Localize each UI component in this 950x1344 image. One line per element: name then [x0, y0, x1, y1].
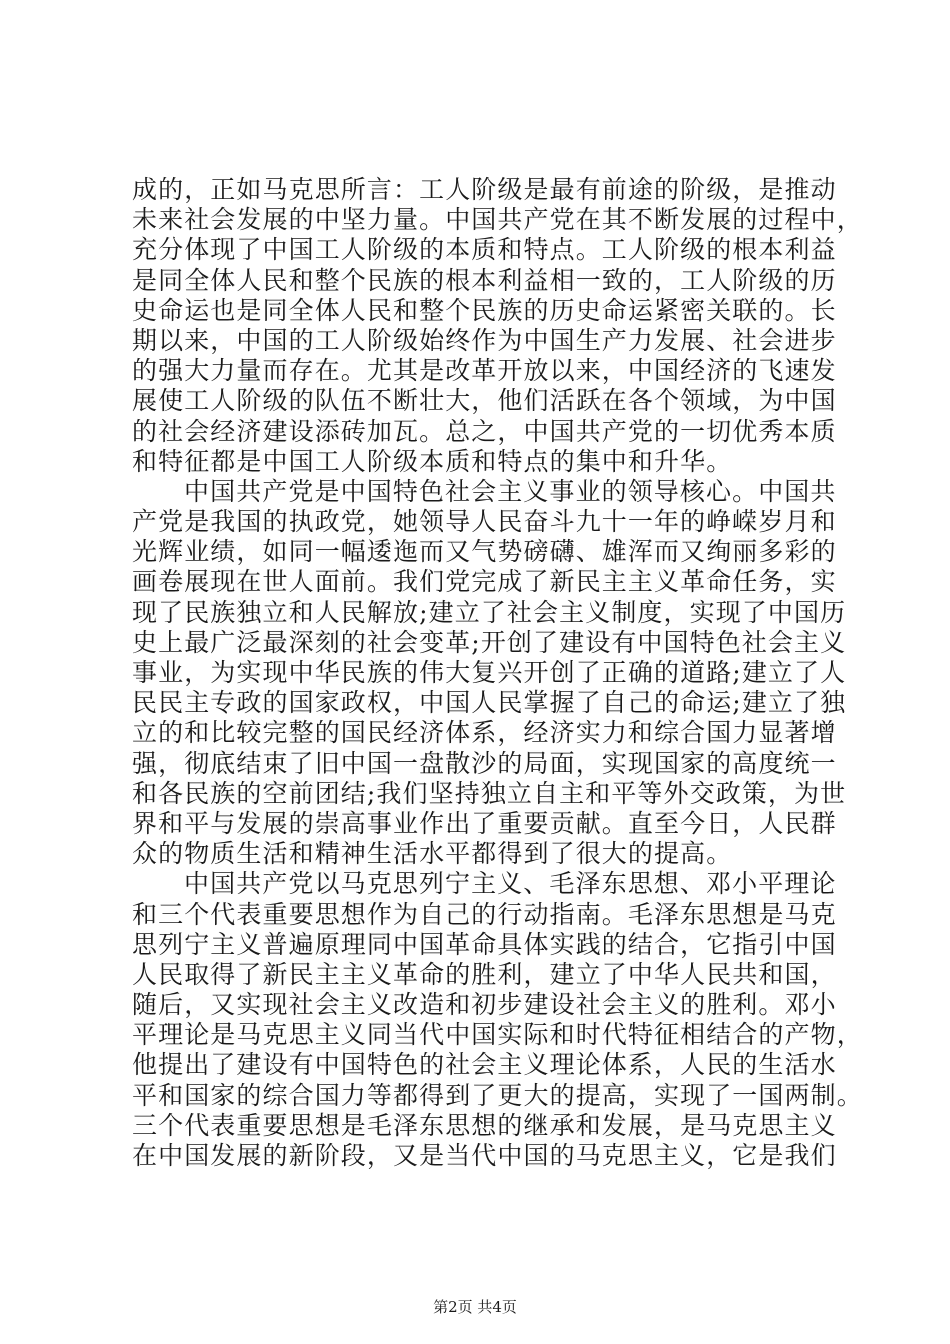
text-line: 他提出了建设有中国特色的社会主义理论体系，人民的生活水 [132, 1050, 837, 1080]
text-line: 的社会经济建设添砖加瓦。总之，中国共产党的一切优秀本质 [132, 416, 837, 446]
text-line: 平理论是马克思主义同当代中国实际和时代特征相结合的产物， [132, 1020, 863, 1050]
text-line: 史上最广泛最深刻的社会变革;开创了建设有中国特色社会主义 [132, 627, 847, 657]
text-line: 史命运也是同全体人民和整个民族的历史命运紧密关联的。长 [132, 295, 837, 325]
text-line: 和各民族的空前团结;我们坚持独立自主和平等外交政策，为世 [132, 778, 847, 808]
text-line: 画卷展现在世人面前。我们党完成了新民主主义革命任务，实 [132, 567, 837, 597]
text-line: 产党是我国的执政党，她领导人民奋斗九十一年的峥嵘岁月和 [132, 507, 837, 537]
text-line: 和特征都是中国工人阶级本质和特点的集中和升华。 [132, 446, 733, 476]
text-line: 光辉业绩，如同一幅逶迤而又气势磅礴、雄浑而又绚丽多彩的 [132, 537, 837, 567]
text-line: 强，彻底结束了旧中国一盘散沙的局面，实现国家的高度统一 [132, 748, 837, 778]
text-line: 界和平与发展的崇高事业作出了重要贡献。直至今日，人民群 [132, 808, 837, 838]
text-line: 立的和比较完整的国民经济体系，经济实力和综合国力显著增 [132, 718, 837, 748]
text-line: 随后，又实现社会主义改造和初步建设社会主义的胜利。邓小 [132, 990, 837, 1020]
text-line: 现了民族独立和人民解放;建立了社会主义制度，实现了中国历 [132, 597, 847, 627]
text-line: 的强大力量而存在。尤其是改革开放以来，中国经济的飞速发 [132, 356, 837, 386]
text-line: 未来社会发展的中坚力量。中国共产党在其不断发展的过程中， [132, 205, 863, 235]
body-text [132, 175, 863, 1171]
text-line: 人民取得了新民主主义革命的胜利，建立了中华人民共和国， [132, 959, 837, 989]
paragraph-first-line: 中国共产党是中国特色社会主义事业的领导核心。中国共 [184, 476, 837, 506]
text-line: 和三个代表重要思想作为自己的行动指南。毛泽东思想是马克 [132, 899, 837, 929]
text-line: 成的，正如马克思所言：工人阶级是最有前途的阶级，是推动 [132, 175, 837, 204]
text-line: 众的物质生活和精神生活水平都得到了很大的提高。 [132, 839, 733, 869]
text-line: 是同全体人民和整个民族的根本利益相一致的，工人阶级的历 [132, 265, 837, 295]
text-line: 民民主专政的国家政权，中国人民掌握了自己的命运;建立了独 [132, 688, 847, 718]
paragraph-first-line: 中国共产党以马克思列宁主义、毛泽东思想、邓小平理论 [184, 869, 837, 899]
text-line: 期以来，中国的工人阶级始终作为中国生产力发展、社会进步 [132, 325, 837, 355]
text-line: 三个代表重要思想是毛泽东思想的继承和发展，是马克思主义 [132, 1110, 837, 1140]
text-line: 事业，为实现中华民族的伟大复兴开创了正确的道路;建立了人 [132, 658, 847, 687]
text-line: 思列宁主义普遍原理同中国革命具体实践的结合，它指引中国 [132, 929, 837, 959]
text-line: 充分体现了中国工人阶级的本质和特点。工人阶级的根本利益 [132, 235, 837, 265]
text-line: 在中国发展的新阶段，又是当代中国的马克思主义，它是我们 [132, 1141, 837, 1170]
text-line: 展使工人阶级的队伍不断壮大，他们活跃在各个领域，为中国 [132, 386, 837, 416]
page-footer: 第2页 共4页 [433, 1298, 517, 1316]
text-line: 平和国家的综合国力等都得到了更大的提高，实现了一国两制。 [132, 1080, 863, 1110]
